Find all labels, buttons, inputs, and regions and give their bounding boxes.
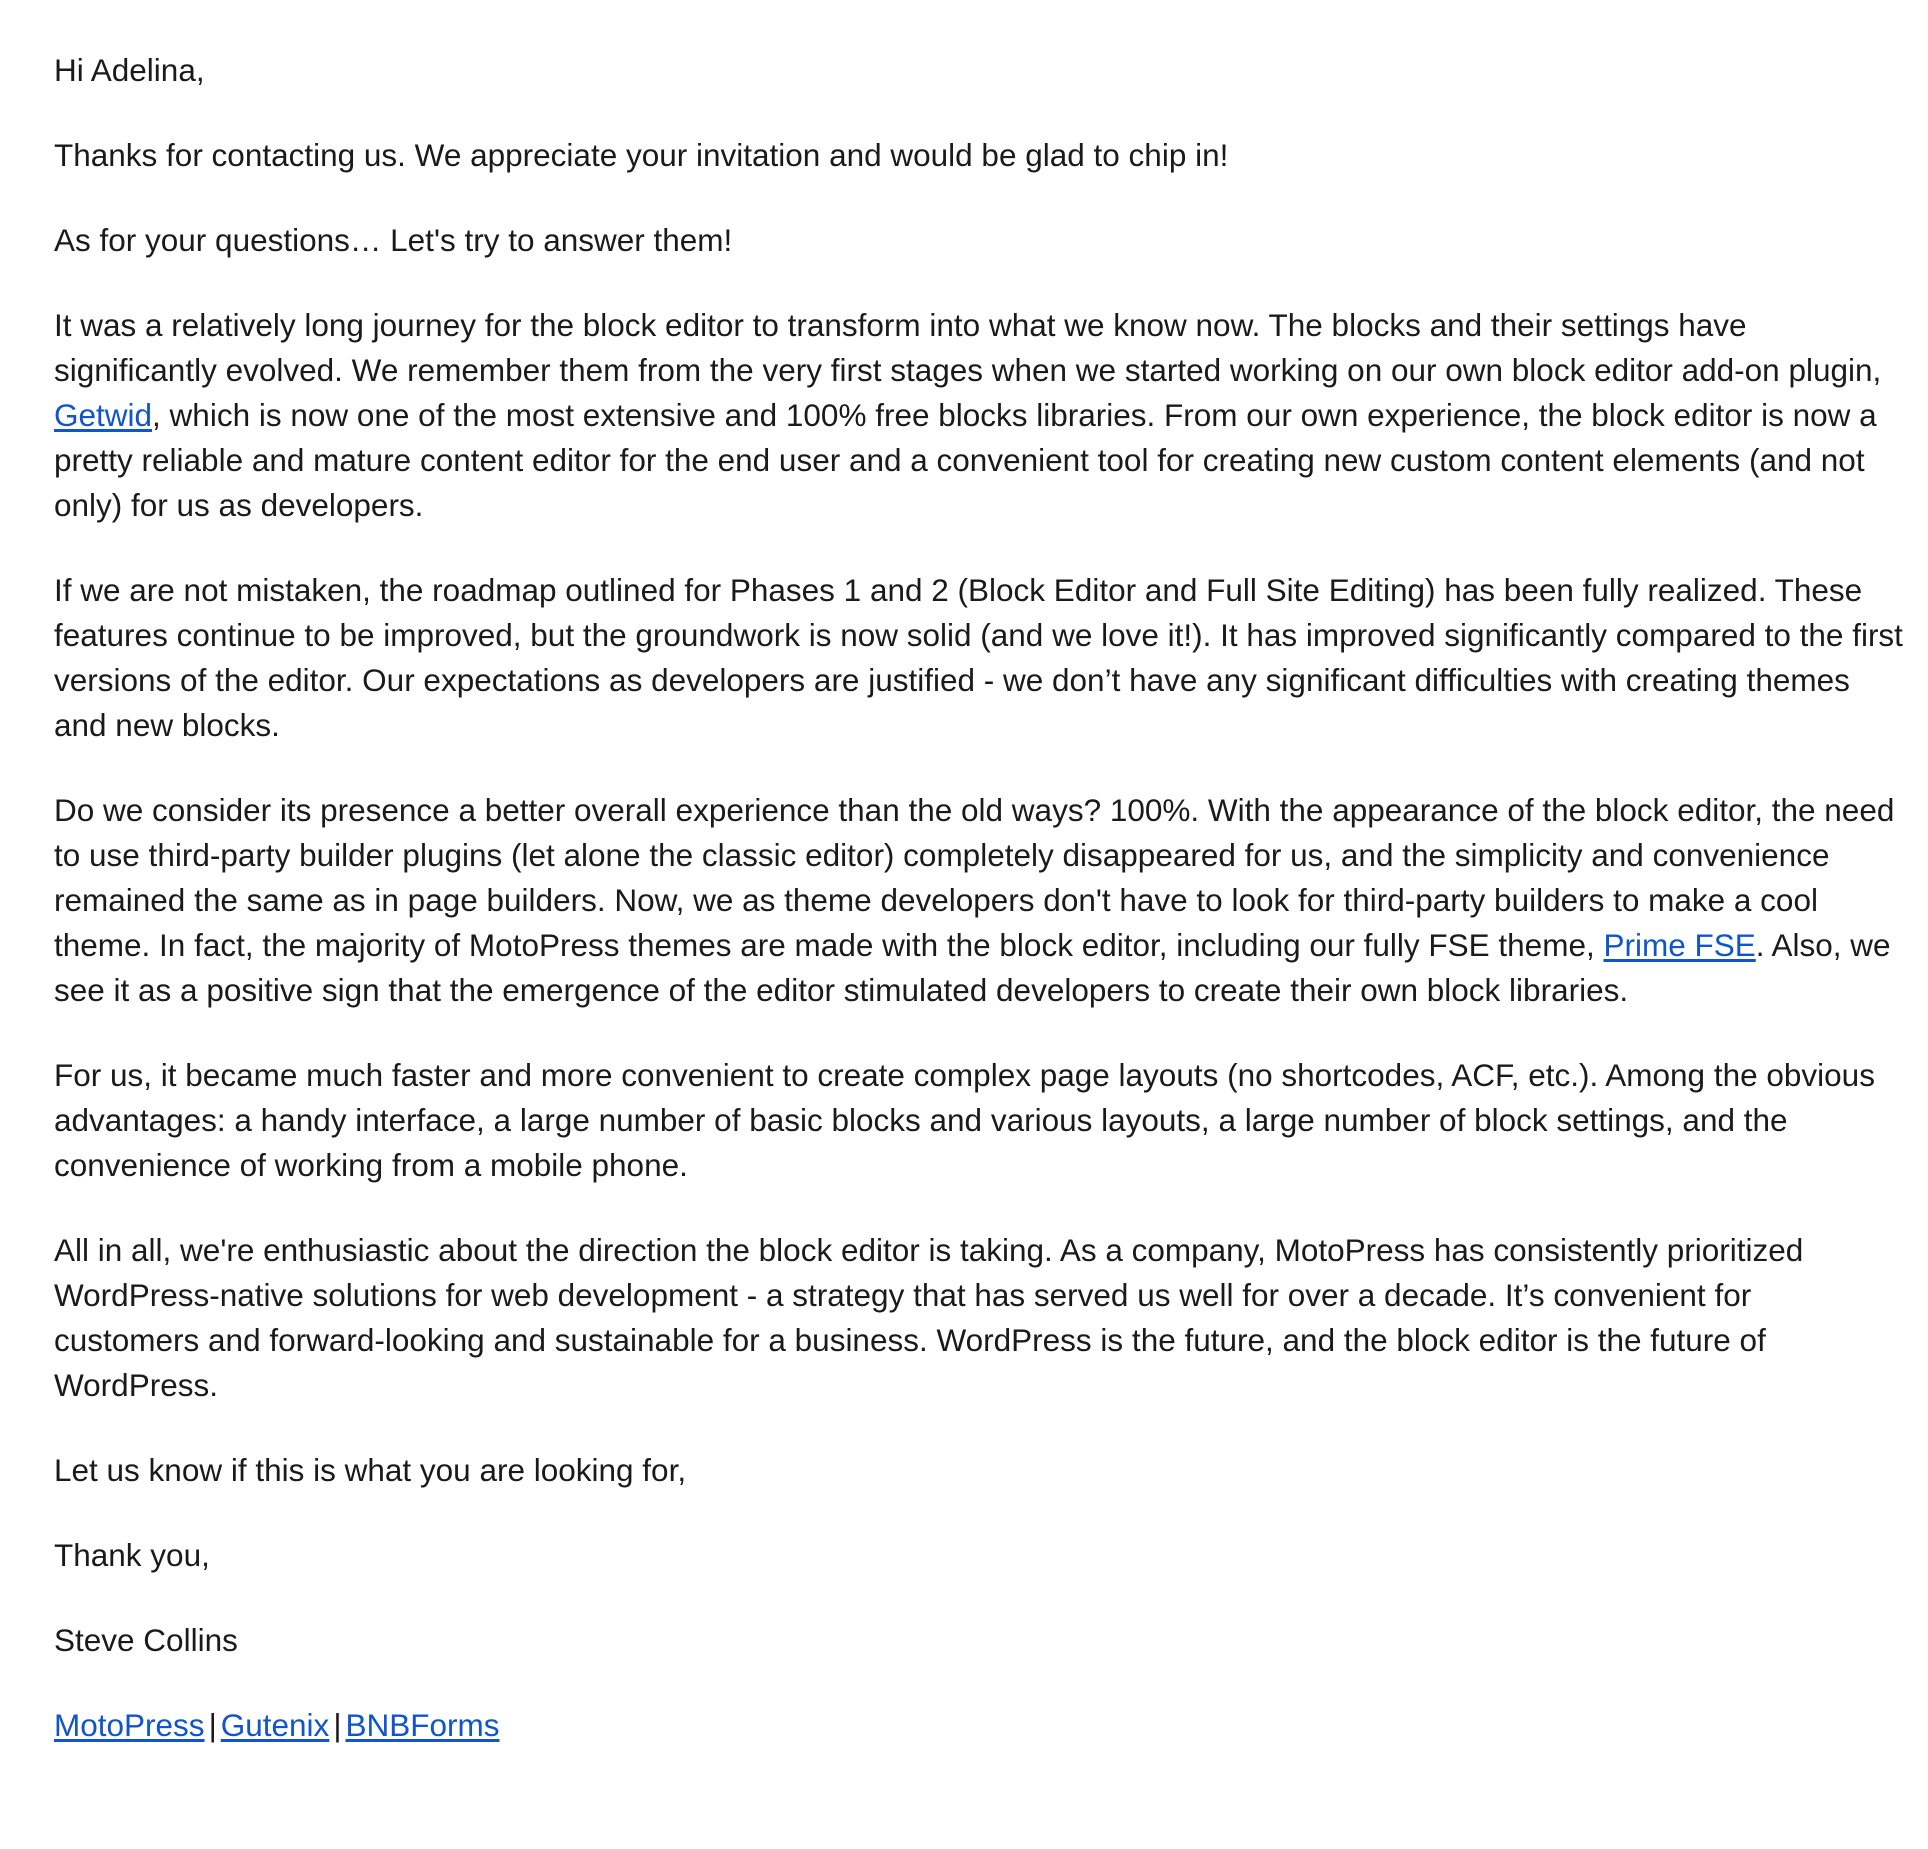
gutenix-link[interactable]: Gutenix xyxy=(220,1707,330,1743)
paragraph-faster: For us, it became much faster and more convenient to create complex page layouts (no shortcodes, ACF, etc.). Among the obvious advantages: a handy interface, a large number of basic blocks and various layouts, a large number of block settings, and the convenience of working from a mobile phone. xyxy=(54,1057,1875,1183)
footer-links xyxy=(54,1703,1904,1748)
paragraph-let-us-know: Let us know if this is what you are looking for, xyxy=(54,1452,687,1488)
paragraph-journey-text-after: , which is now one of the most extensive and 100% free blocks libraries. From our own experience, the block editor is now a pretty reliable and mature content editor for the end user and a convenient tool for creating new custom content elements (and not only) for us as developers. xyxy=(54,397,1877,523)
prime-fse-link[interactable]: Prime FSE xyxy=(1603,927,1756,963)
closing: Thank you, xyxy=(54,1537,210,1573)
signature-name: Steve Collins xyxy=(54,1622,238,1658)
paragraph-journey xyxy=(54,303,1904,528)
greeting: Hi Adelina, xyxy=(54,52,205,88)
paragraph-thanks: Thanks for contacting us. We appreciate your invitation and would be glad to chip in! xyxy=(54,137,1229,173)
paragraph-all-in-all: All in all, we're enthusiastic about the direction the block editor is taking. As a company, MotoPress has consistently prioritized WordPress-native solutions for web development - a strategy that has served us well for over a decade. It’s convenient for customers and forward-looking and sustainable for a business. WordPress is the future, and the block editor is the future of WordPress. xyxy=(54,1232,1804,1403)
getwid-link[interactable]: Getwid xyxy=(54,397,153,433)
bnbforms-link[interactable]: BNBForms xyxy=(345,1707,500,1743)
email-body xyxy=(54,48,1904,1788)
link-separator: | xyxy=(208,1707,217,1743)
link-separator: | xyxy=(333,1707,342,1743)
paragraph-experience xyxy=(54,788,1904,1013)
paragraph-experience-text-before: Do we consider its presence a better overall experience than the old ways? 100%. With the appearance of the block editor, the need to use third-party builder plugins (let alone the classic editor) completely disappeared for us, and the simplicity and convenience remained the same as in page builders. Now, we as theme developers don't have to look for third-party builders to make a cool theme. In fact, the majority of MotoPress themes are made with the block editor, including our fully FSE theme, xyxy=(54,792,1895,963)
paragraph-journey-text-before: It was a relatively long journey for the block editor to transform into what we know now. The blocks and their settings have significantly evolved. We remember them from the very first stages when we started working on our own block editor add-on plugin, xyxy=(54,307,1882,388)
paragraph-experience-text-after: . Also, we see it as a positive sign that the emergence of the editor stimulated developers to create their own block libraries. xyxy=(54,927,1891,1008)
paragraph-questions: As for your questions… Let's try to answer them! xyxy=(54,222,733,258)
paragraph-roadmap: If we are not mistaken, the roadmap outlined for Phases 1 and 2 (Block Editor and Full Site Editing) has been fully realized. These features continue to be improved, but the groundwork is now solid (and we love it!). It has improved significantly compared to the first versions of the editor. Our expectations as developers are justified - we don’t have any significant difficulties with creating themes and new blocks. xyxy=(54,572,1903,743)
motopress-link[interactable]: MotoPress xyxy=(54,1707,205,1743)
